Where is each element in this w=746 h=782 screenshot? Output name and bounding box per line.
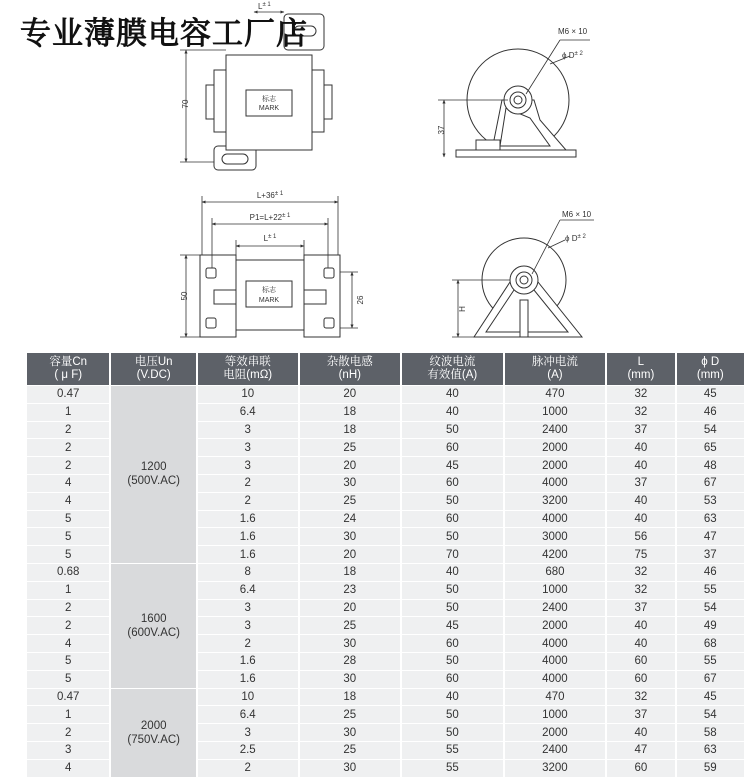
inductance-cell: 20 (300, 457, 401, 474)
ripple-current-cell: 70 (402, 546, 503, 563)
ripple-current-cell: 60 (402, 439, 503, 456)
esr-cell: 1.6 (198, 653, 298, 670)
capacitance-cell: 1 (27, 404, 109, 421)
pulse-current-cell: 4000 (505, 671, 606, 688)
ripple-current-cell: 40 (402, 564, 503, 581)
length-cell: 40 (607, 439, 674, 456)
pulse-current-cell: 2000 (505, 457, 606, 474)
esr-cell: 8 (198, 564, 298, 581)
ripple-current-cell: 55 (402, 742, 503, 759)
bottom-l-label: L (263, 234, 269, 243)
ripple-current-cell: 50 (402, 706, 503, 723)
capacitance-cell: 3 (27, 742, 109, 759)
inductance-cell: 20 (300, 600, 401, 617)
pulse-current-cell: 4000 (505, 635, 606, 652)
diameter-cell: 53 (677, 493, 744, 510)
pulse-current-cell: 2400 (505, 742, 606, 759)
esr-cell: 10 (198, 689, 298, 706)
inductance-cell: 30 (300, 528, 401, 545)
inductance-cell: 25 (300, 617, 401, 634)
pulse-current-cell: 3200 (505, 493, 606, 510)
inductance-cell: 28 (300, 653, 401, 670)
top-height-label: 70 (181, 99, 190, 109)
svg-text:L+36± 1 (257, 191, 284, 200)
pulse-current-cell: 2400 (505, 422, 606, 439)
pulse-current-cell: 4200 (505, 546, 606, 563)
top-side-view (456, 49, 576, 157)
top-l-tol: ± 1 (262, 2, 271, 8)
diameter-cell: 63 (677, 511, 744, 528)
length-cell: 47 (607, 742, 674, 759)
bottom-l-tol: ± 1 (268, 234, 277, 240)
header-pulse-current: 脉冲电流 (A) (505, 353, 606, 385)
pulse-current-cell: 2400 (505, 600, 606, 617)
pulse-current-cell: 470 (505, 689, 606, 706)
inductance-cell: 25 (300, 706, 401, 723)
ripple-current-cell: 40 (402, 689, 503, 706)
length-cell: 40 (607, 511, 674, 528)
length-cell: 60 (607, 760, 674, 777)
capacitance-cell: 5 (27, 546, 109, 563)
ripple-current-cell: 50 (402, 724, 503, 741)
diameter-cell: 59 (677, 760, 744, 777)
ripple-current-cell: 50 (402, 422, 503, 439)
length-cell: 32 (607, 582, 674, 599)
header-inductance: 杂散电感 (nH) (300, 353, 401, 385)
inductance-cell: 30 (300, 724, 401, 741)
pulse-current-cell: 2000 (505, 439, 606, 456)
length-cell: 40 (607, 617, 674, 634)
bottom-l36-tol: ± 1 (274, 191, 284, 197)
esr-cell: 2 (198, 760, 298, 777)
ripple-current-cell: 60 (402, 475, 503, 492)
diameter-cell: 46 (677, 564, 744, 581)
inductance-cell: 18 (300, 689, 401, 706)
svg-text:P1=L+22± 1 (250, 213, 291, 222)
table-row (27, 386, 744, 403)
svg-text:L± 1 (264, 234, 277, 243)
diameter-cell: 55 (677, 582, 744, 599)
length-cell: 60 (607, 671, 674, 688)
svg-text:ϕ D± 2 (562, 51, 583, 60)
capacitance-cell: 2 (27, 724, 109, 741)
capacitance-cell: 5 (27, 528, 109, 545)
bottom-50-label: 50 (180, 291, 189, 301)
esr-cell: 2 (198, 493, 298, 510)
esr-cell: 1.6 (198, 546, 298, 563)
top-37-label: 37 (437, 125, 446, 135)
pulse-current-cell: 1000 (505, 404, 606, 421)
table-header-row (27, 353, 744, 385)
ripple-current-cell: 45 (402, 457, 503, 474)
bottom-h-label: H (458, 306, 467, 312)
diameter-cell: 67 (677, 475, 744, 492)
bottom-26-label: 26 (356, 295, 365, 305)
pulse-current-cell: 680 (505, 564, 606, 581)
pulse-current-cell: 4000 (505, 475, 606, 492)
length-cell: 32 (607, 564, 674, 581)
esr-cell: 1.6 (198, 528, 298, 545)
voltage-cell: 1600 (600V.AC) (111, 564, 195, 688)
capacitance-cell: 2 (27, 422, 109, 439)
pulse-current-cell: 1000 (505, 582, 606, 599)
capacitance-cell: 0.68 (27, 564, 109, 581)
length-cell: 56 (607, 528, 674, 545)
diameter-cell: 54 (677, 422, 744, 439)
capacitance-cell: 4 (27, 493, 109, 510)
esr-cell: 2 (198, 475, 298, 492)
bottom-mark-en: MARK (258, 297, 280, 304)
capacitance-cell: 4 (27, 760, 109, 777)
esr-cell: 3 (198, 439, 298, 456)
bottom-bolt-label: M6 × 10 (562, 210, 592, 219)
bottom-mark-cn: 标志 (262, 287, 276, 294)
header-length: L (mm) (607, 353, 674, 385)
diameter-cell: 55 (677, 653, 744, 670)
pulse-current-cell: 3200 (505, 760, 606, 777)
esr-cell: 6.4 (198, 404, 298, 421)
ripple-current-cell: 60 (402, 635, 503, 652)
diameter-cell: 58 (677, 724, 744, 741)
inductance-cell: 25 (300, 742, 401, 759)
voltage-cell: 2000 (750V.AC) (111, 689, 195, 777)
pulse-current-cell: 1000 (505, 706, 606, 723)
inductance-cell: 30 (300, 671, 401, 688)
capacitance-cell: 5 (27, 653, 109, 670)
diameter-cell: 68 (677, 635, 744, 652)
ripple-current-cell: 45 (402, 617, 503, 634)
diameter-cell: 37 (677, 546, 744, 563)
esr-cell: 3 (198, 457, 298, 474)
diameter-cell: 48 (677, 457, 744, 474)
esr-cell: 6.4 (198, 706, 298, 723)
bottom-phi-tol: ± 2 (577, 234, 586, 240)
bottom-phi-label: ϕ D (565, 234, 578, 243)
inductance-cell: 18 (300, 422, 401, 439)
top-bolt-label: M6 × 10 (558, 27, 588, 36)
capacitance-cell: 0.47 (27, 689, 109, 706)
length-cell: 37 (607, 475, 674, 492)
inductance-cell: 30 (300, 475, 401, 492)
page-title: 专业薄膜电容工厂店 (20, 16, 308, 52)
capacitance-cell: 2 (27, 600, 109, 617)
diameter-cell: 47 (677, 528, 744, 545)
ripple-current-cell: 50 (402, 528, 503, 545)
capacitance-cell: 2 (27, 617, 109, 634)
diameter-cell: 65 (677, 439, 744, 456)
capacitance-cell: 4 (27, 635, 109, 652)
ripple-current-cell: 55 (402, 760, 503, 777)
diameter-cell: 49 (677, 617, 744, 634)
diameter-cell: 54 (677, 600, 744, 617)
diameter-cell: 45 (677, 689, 744, 706)
header-esr: 等效串联 电阻(mΩ) (198, 353, 298, 385)
length-cell: 40 (607, 457, 674, 474)
bottom-l36-label: L+36 (256, 191, 275, 200)
ripple-current-cell: 50 (402, 653, 503, 670)
length-cell: 75 (607, 546, 674, 563)
mark-label-en: MARK (258, 105, 280, 112)
bottom-p1-label: P1=L+22 (249, 213, 283, 222)
mark-label-cn: 标志 (262, 96, 276, 103)
pulse-current-cell: 2000 (505, 724, 606, 741)
length-cell: 40 (607, 635, 674, 652)
esr-cell: 3 (198, 617, 298, 634)
diameter-cell: 46 (677, 404, 744, 421)
inductance-cell: 25 (300, 439, 401, 456)
table-row (27, 564, 744, 581)
voltage-cell: 1200 (500V.AC) (111, 386, 195, 563)
bottom-front-view (200, 255, 340, 337)
bottom-side-view (474, 238, 582, 337)
top-l-label: L (258, 2, 263, 11)
header-capacitance: 容量Cn ( μ F) (27, 353, 109, 385)
capacitance-cell: 5 (27, 671, 109, 688)
inductance-cell: 23 (300, 582, 401, 599)
spec-table (25, 352, 746, 778)
inductance-cell: 18 (300, 404, 401, 421)
pulse-current-cell: 4000 (505, 511, 606, 528)
capacitance-cell: 2 (27, 457, 109, 474)
pulse-current-cell: 3000 (505, 528, 606, 545)
length-cell: 32 (607, 689, 674, 706)
diameter-cell: 45 (677, 386, 744, 403)
ripple-current-cell: 50 (402, 600, 503, 617)
length-cell: 32 (607, 404, 674, 421)
inductance-cell: 20 (300, 386, 401, 403)
length-cell: 32 (607, 386, 674, 403)
diameter-cell: 67 (677, 671, 744, 688)
capacitance-cell: 5 (27, 511, 109, 528)
esr-cell: 10 (198, 386, 298, 403)
ripple-current-cell: 60 (402, 671, 503, 688)
inductance-cell: 24 (300, 511, 401, 528)
length-cell: 37 (607, 706, 674, 723)
inductance-cell: 30 (300, 760, 401, 777)
ripple-current-cell: 50 (402, 493, 503, 510)
length-cell: 40 (607, 724, 674, 741)
inductance-cell: 30 (300, 635, 401, 652)
length-cell: 37 (607, 422, 674, 439)
capacitance-cell: 2 (27, 439, 109, 456)
table-row (27, 689, 744, 706)
esr-cell: 3 (198, 724, 298, 741)
top-phi-label: ϕ D (562, 51, 575, 60)
table-body (27, 386, 744, 777)
inductance-cell: 25 (300, 493, 401, 510)
header-voltage: 电压Un (V.DC) (111, 353, 195, 385)
top-phi-tol: ± 2 (574, 51, 583, 57)
ripple-current-cell: 40 (402, 404, 503, 421)
length-cell: 60 (607, 653, 674, 670)
capacitance-cell: 4 (27, 475, 109, 492)
esr-cell: 3 (198, 600, 298, 617)
ripple-current-cell: 40 (402, 386, 503, 403)
esr-cell: 1.6 (198, 511, 298, 528)
esr-cell: 1.6 (198, 671, 298, 688)
esr-cell: 2.5 (198, 742, 298, 759)
ripple-current-cell: 60 (402, 511, 503, 528)
ripple-current-cell: 50 (402, 582, 503, 599)
svg-text:ϕ D± 2 (565, 234, 586, 243)
capacitance-cell: 0.47 (27, 386, 109, 403)
header-diameter: ϕ D (mm) (677, 353, 744, 385)
length-cell: 37 (607, 600, 674, 617)
diameter-cell: 54 (677, 706, 744, 723)
length-cell: 40 (607, 493, 674, 510)
pulse-current-cell: 470 (505, 386, 606, 403)
esr-cell: 2 (198, 635, 298, 652)
pulse-current-cell: 2000 (505, 617, 606, 634)
esr-cell: 6.4 (198, 582, 298, 599)
pulse-current-cell: 4000 (505, 653, 606, 670)
bottom-p1-tol: ± 1 (282, 213, 291, 219)
capacitance-cell: 1 (27, 582, 109, 599)
esr-cell: 3 (198, 422, 298, 439)
inductance-cell: 20 (300, 546, 401, 563)
header-ripple-current: 纹波电流 有效值(A) (402, 353, 503, 385)
inductance-cell: 18 (300, 564, 401, 581)
capacitance-cell: 1 (27, 706, 109, 723)
diameter-cell: 63 (677, 742, 744, 759)
